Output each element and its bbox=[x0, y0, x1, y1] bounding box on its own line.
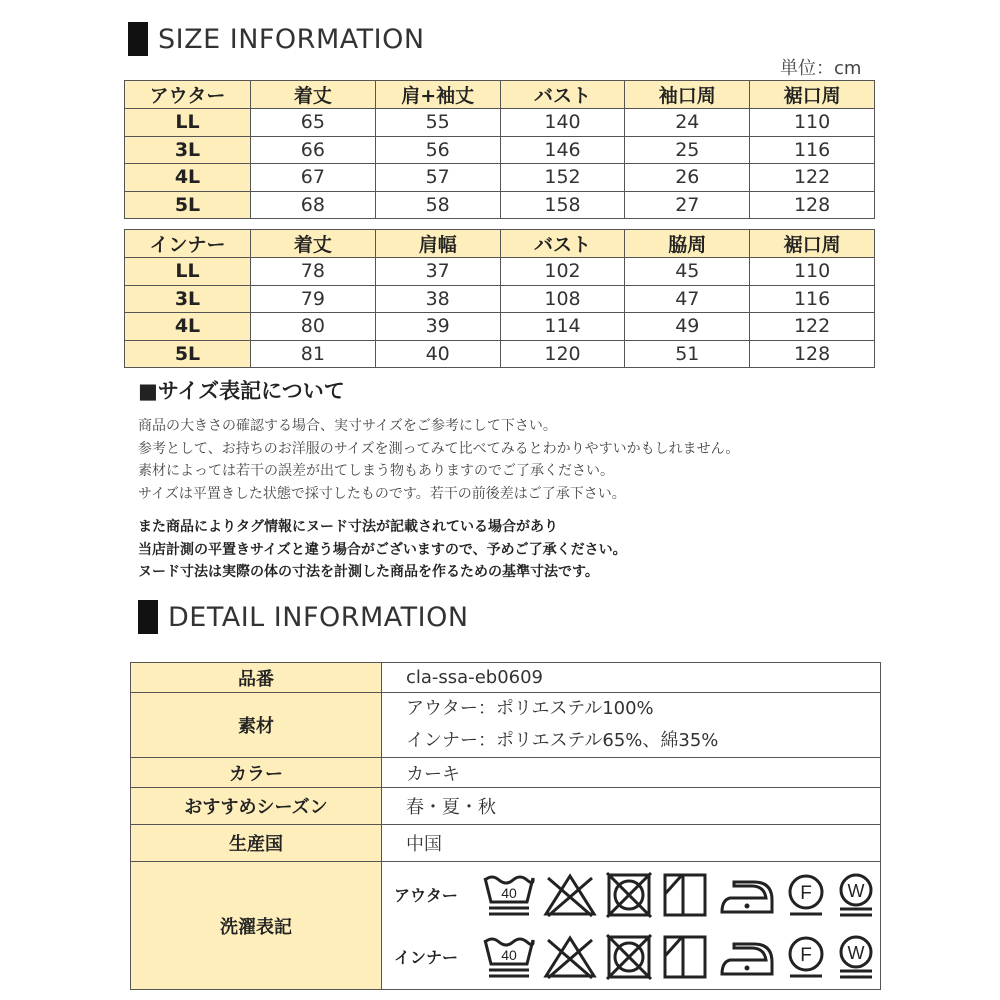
note-line: サイズは平置きした状態で採寸したものです。若干の前後差はご了承下さい。 bbox=[138, 485, 626, 502]
detail-row-material bbox=[131, 693, 881, 758]
header-cell: インナー bbox=[125, 230, 251, 258]
table-row bbox=[125, 164, 875, 192]
table-cell: 57 bbox=[375, 164, 500, 192]
table-cell: 39 bbox=[375, 313, 500, 341]
wash-40-gentle-icon bbox=[482, 934, 536, 980]
item-number-value: cla-ssa-eb0609 bbox=[382, 663, 881, 693]
header-cell: バスト bbox=[500, 230, 625, 258]
material-outer: アウター：ポリエステル100% bbox=[406, 698, 654, 719]
table-cell: 140 bbox=[500, 109, 625, 137]
season-label: おすすめシーズン bbox=[131, 788, 382, 825]
size-note-text bbox=[138, 415, 739, 505]
detail-table bbox=[130, 662, 881, 990]
table-cell: 158 bbox=[500, 191, 625, 219]
table-cell: 24 bbox=[625, 109, 750, 137]
table-cell: 122 bbox=[750, 313, 875, 341]
size-note-bold-text bbox=[138, 516, 627, 584]
line-dry-shade-icon bbox=[660, 934, 710, 980]
care-value bbox=[382, 862, 881, 990]
table-cell: 122 bbox=[750, 164, 875, 192]
header-cell: バスト bbox=[500, 81, 625, 109]
table-row bbox=[125, 109, 875, 137]
table-cell: 55 bbox=[375, 109, 500, 137]
table-header-row bbox=[125, 230, 875, 258]
care-label: 洗濯表記 bbox=[131, 862, 382, 990]
table-cell: 26 bbox=[625, 164, 750, 192]
table-cell: 79 bbox=[251, 285, 376, 313]
table-cell: 146 bbox=[500, 136, 625, 164]
dry-clean-letter: F bbox=[800, 882, 812, 904]
table-cell: 38 bbox=[375, 285, 500, 313]
size-label: 3L bbox=[125, 285, 251, 313]
wash-temp-text: 40 bbox=[501, 946, 517, 963]
header-cell: 着丈 bbox=[251, 81, 376, 109]
table-cell: 66 bbox=[251, 136, 376, 164]
table-header-row bbox=[125, 81, 875, 109]
dry-clean-letter: F bbox=[800, 944, 812, 966]
table-cell: 114 bbox=[500, 313, 625, 341]
table-cell: 116 bbox=[750, 136, 875, 164]
section-marker bbox=[128, 22, 148, 56]
detail-section-header bbox=[138, 600, 469, 634]
size-section-header bbox=[128, 22, 425, 56]
table-row bbox=[125, 285, 875, 313]
table-cell: 25 bbox=[625, 136, 750, 164]
care-row-label: インナー bbox=[394, 948, 459, 967]
header-cell: アウター bbox=[125, 81, 251, 109]
table-cell: 110 bbox=[750, 258, 875, 286]
size-note-heading: ■サイズ表記について bbox=[138, 379, 345, 403]
wet-clean-letter: W bbox=[847, 880, 865, 901]
item-number-label: 品番 bbox=[131, 663, 382, 693]
size-section-title: SIZE INFORMATION bbox=[158, 23, 425, 55]
no-tumble-dry-icon bbox=[604, 934, 654, 980]
size-label: LL bbox=[125, 258, 251, 286]
outer-size-table bbox=[124, 80, 875, 219]
iron-low-icon bbox=[716, 872, 778, 918]
header-cell: 肩+袖丈 bbox=[375, 81, 500, 109]
table-cell: 120 bbox=[500, 340, 625, 368]
material-inner: インナー：ポリエステル65%、綿35% bbox=[406, 730, 719, 751]
table-cell: 58 bbox=[375, 191, 500, 219]
table-cell: 102 bbox=[500, 258, 625, 286]
color-value: カーキ bbox=[382, 758, 881, 788]
table-cell: 51 bbox=[625, 340, 750, 368]
color-label: カラー bbox=[131, 758, 382, 788]
care-row-outer bbox=[394, 864, 880, 926]
table-cell: 37 bbox=[375, 258, 500, 286]
note-line: 素材によっては若干の誤差が出てしまう物もありますのでご了承ください。 bbox=[138, 463, 614, 480]
table-cell: 128 bbox=[750, 340, 875, 368]
unit-label: 単位：cm bbox=[780, 58, 862, 79]
season-value: 春・夏・秋 bbox=[382, 788, 881, 825]
table-row bbox=[125, 313, 875, 341]
wash-40-gentle-icon bbox=[482, 872, 536, 918]
detail-section-title: DETAIL INFORMATION bbox=[168, 601, 469, 633]
size-label: 3L bbox=[125, 136, 251, 164]
header-cell: 着丈 bbox=[251, 230, 376, 258]
note-bold-line: 当店計測の平置きサイズと違う場合がございますので、予めご了承ください。 bbox=[138, 541, 627, 558]
table-cell: 108 bbox=[500, 285, 625, 313]
table-row bbox=[125, 136, 875, 164]
table-cell: 78 bbox=[251, 258, 376, 286]
no-tumble-dry-icon bbox=[604, 872, 654, 918]
table-cell: 40 bbox=[375, 340, 500, 368]
header-cell: 裾口周 bbox=[750, 81, 875, 109]
size-label: 4L bbox=[125, 164, 251, 192]
inner-size-table bbox=[124, 229, 875, 368]
material-value bbox=[382, 693, 881, 758]
no-bleach-icon bbox=[542, 872, 598, 918]
table-cell: 49 bbox=[625, 313, 750, 341]
note-line: 参考として、お持ちのお洋服のサイズを測ってみて比べてみるとわかりやすいかもしれません。 bbox=[138, 440, 740, 457]
size-label: 5L bbox=[125, 191, 251, 219]
table-cell: 128 bbox=[750, 191, 875, 219]
table-cell: 68 bbox=[251, 191, 376, 219]
size-label: LL bbox=[125, 109, 251, 137]
line-dry-shade-icon bbox=[660, 872, 710, 918]
header-cell: 脇周 bbox=[625, 230, 750, 258]
table-cell: 45 bbox=[625, 258, 750, 286]
note-bold-line: ヌード寸法は実際の体の寸法を計測した商品を作るための基準寸法です。 bbox=[138, 564, 599, 581]
size-label: 4L bbox=[125, 313, 251, 341]
section-marker bbox=[138, 600, 158, 634]
size-label: 5L bbox=[125, 340, 251, 368]
table-cell: 67 bbox=[251, 164, 376, 192]
table-cell: 65 bbox=[251, 109, 376, 137]
header-cell: 肩幅 bbox=[375, 230, 500, 258]
detail-row-season bbox=[131, 788, 881, 825]
note-line: 商品の大きさの確認する場合、実寸サイズをご参考にして下さい。 bbox=[138, 418, 557, 434]
care-icon-group bbox=[482, 872, 878, 918]
table-row bbox=[125, 340, 875, 368]
table-cell: 27 bbox=[625, 191, 750, 219]
table-cell: 152 bbox=[500, 164, 625, 192]
wash-temp-text: 40 bbox=[501, 884, 517, 901]
detail-row-origin bbox=[131, 825, 881, 862]
table-cell: 116 bbox=[750, 285, 875, 313]
care-row-label: アウター bbox=[394, 886, 458, 905]
origin-label: 生産国 bbox=[131, 825, 382, 862]
dry-clean-f-icon bbox=[784, 934, 828, 980]
wet-clean-w-icon bbox=[834, 872, 878, 918]
table-cell: 47 bbox=[625, 285, 750, 313]
detail-row-item-number bbox=[131, 663, 881, 693]
care-icon-group bbox=[482, 934, 878, 980]
table-row bbox=[125, 191, 875, 219]
no-bleach-icon bbox=[542, 934, 598, 980]
header-cell: 袖口周 bbox=[625, 81, 750, 109]
dry-clean-f-icon bbox=[784, 872, 828, 918]
detail-row-care bbox=[131, 862, 881, 990]
wet-clean-letter: W bbox=[847, 942, 865, 963]
table-cell: 56 bbox=[375, 136, 500, 164]
header-cell: 裾口周 bbox=[750, 230, 875, 258]
iron-low-icon bbox=[716, 934, 778, 980]
table-cell: 80 bbox=[251, 313, 376, 341]
care-row-inner bbox=[394, 926, 880, 988]
detail-row-color bbox=[131, 758, 881, 788]
note-bold-line: また商品によりタグ情報にヌード寸法が記載されている場合があり bbox=[138, 519, 558, 535]
table-cell: 110 bbox=[750, 109, 875, 137]
table-row bbox=[125, 258, 875, 286]
wet-clean-w-icon bbox=[834, 934, 878, 980]
material-label: 素材 bbox=[131, 693, 382, 758]
table-cell: 81 bbox=[251, 340, 376, 368]
origin-value: 中国 bbox=[382, 825, 881, 862]
